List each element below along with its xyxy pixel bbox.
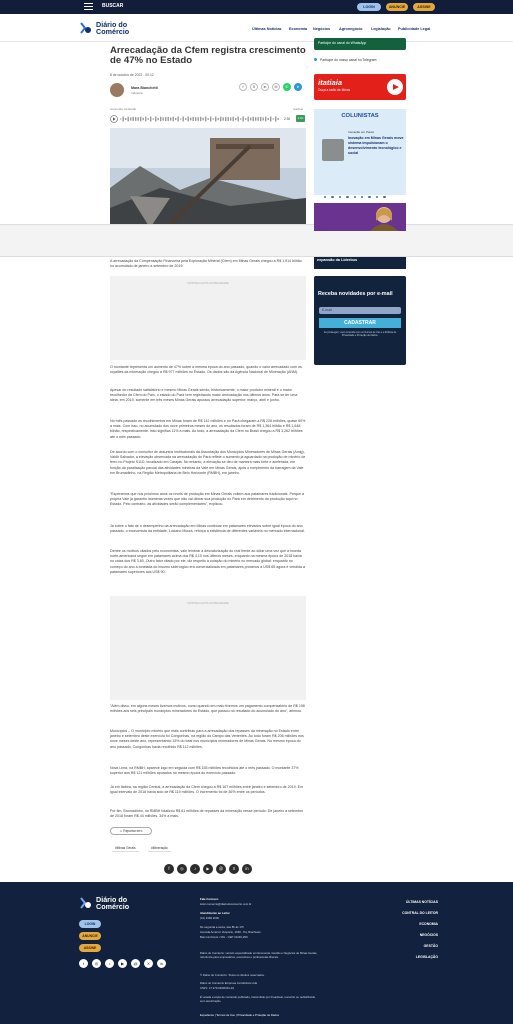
waveform-bar xyxy=(215,117,216,122)
footer-address: Avenida Américo Vespúcio, 1660 - Pq. Riachuelo xyxy=(200,930,261,934)
footer-nav-item[interactable]: GESTÃO xyxy=(423,944,438,948)
facebook-icon[interactable]: f xyxy=(164,864,174,874)
article-title: Arrecadação da Cfem registra crescimento de 47% no Estado xyxy=(110,45,306,67)
footer-login-button[interactable]: LOGIN xyxy=(79,920,101,928)
waveform-bar xyxy=(203,118,204,121)
whatsapp-channel-label: Participe do canal do WhatsApp xyxy=(318,41,367,45)
waveform-bar xyxy=(143,118,144,121)
youtube-icon[interactable]: ▶ xyxy=(118,959,127,968)
nav-item-legislacao[interactable]: Legislação xyxy=(371,27,391,31)
waveform-bar xyxy=(175,118,176,120)
sticky-overlay-bar xyxy=(0,224,513,257)
waveform-bar xyxy=(138,117,139,120)
waveform-bar xyxy=(225,117,226,121)
waveform-bar xyxy=(135,117,136,121)
radio-subtitle: Ouça a rádio de Minas xyxy=(318,88,351,92)
footer-about: Diário do Comércio: veículo especializado em Economia, Gestão e Negócios de Minas Gerais, referência para empresários, executivos e profissionais liberais. xyxy=(200,951,318,959)
waveform-bar xyxy=(263,118,264,121)
waveform-bar xyxy=(243,117,244,122)
radio-brand: itatiaia xyxy=(318,78,343,87)
footer-company: Diário do Comércio Empresa Jornalística Ltda xyxy=(200,981,258,985)
ad-label: CONTINUA APÓS A PUBLICIDADE xyxy=(187,602,229,605)
author-name[interactable]: Mara Bianchetti xyxy=(131,86,158,90)
logo-line-1: Diário do xyxy=(96,895,128,904)
mail-icon[interactable]: ✉ xyxy=(272,83,280,91)
footer-atend-hours: De segunda a sexta, das 8h às 17h xyxy=(200,925,245,929)
waveform-bar xyxy=(233,117,234,122)
waveform-bar xyxy=(270,117,271,122)
waveform-bar xyxy=(223,117,224,120)
waveform-bar xyxy=(240,118,241,119)
waveform-bar xyxy=(255,117,256,121)
footer-nav-item[interactable]: NEGÓCIOS xyxy=(419,933,438,937)
ad-slot xyxy=(110,276,306,360)
newsletter-email-input[interactable]: E-mail xyxy=(319,307,401,314)
nav-item-economia[interactable]: Economia xyxy=(289,27,308,31)
logo-line-1: Diário do xyxy=(96,20,128,29)
play-icon[interactable] xyxy=(387,79,403,95)
ad-slot xyxy=(110,596,306,700)
threads-icon[interactable]: @ xyxy=(216,864,226,874)
waveform-bar xyxy=(145,117,146,122)
waveform-bar xyxy=(148,118,149,120)
audio-time: 2:30 xyxy=(284,117,291,121)
carousel-dots[interactable] xyxy=(324,185,391,203)
footer-copyright: © Diário do Comércio. Todos os direitos reservados. xyxy=(200,973,265,977)
footer-nav-item[interactable]: LEGISLAÇÃO xyxy=(415,955,438,959)
newsletter-submit-button[interactable]: CADASTRAR xyxy=(319,318,401,328)
site-logo[interactable] xyxy=(96,21,129,35)
waveform-bar xyxy=(238,117,239,122)
waveform-bar xyxy=(170,117,171,120)
footer-fale-title: Fale Conosco xyxy=(200,897,219,901)
author-avatar xyxy=(110,83,124,97)
waveform-bar xyxy=(120,119,121,120)
nav-item-negocios[interactable]: Negócios xyxy=(313,27,331,31)
facebook-icon[interactable]: f xyxy=(239,83,247,91)
login-button[interactable]: LOGIN xyxy=(357,3,381,11)
paragraph: No mês passado os recolhimentos em Minas foram de R$ 142 milhões e no Pará chegaram a R$ 226 milhões, quase 60% a mais. Com isso, no acumulado dos nove primeiros meses do ano, os resultados foram de R$ 1,364 bilhão e R$ 1,648 bilhão, respectivamente. Isso significa 11% a mais. Ao todo, a arrecadação da Cfem no Brasil chegou a R$ 3,262 bilhões até o mês passado. xyxy=(110,419,306,439)
waveform-bar xyxy=(180,118,181,119)
x-icon[interactable]: X xyxy=(250,83,258,91)
waveform-bar xyxy=(208,118,209,120)
waveform-bar xyxy=(168,117,169,121)
newsletter-box xyxy=(314,276,406,365)
search-button[interactable]: BUSCAR xyxy=(102,3,124,9)
waveform-bar xyxy=(163,117,164,120)
telegram-channel-link[interactable]: Participe do nosso canal no Telegram xyxy=(320,58,377,62)
logo-icon[interactable] xyxy=(79,897,92,910)
waveform-bar xyxy=(268,118,269,120)
threads-icon[interactable]: @ xyxy=(131,959,140,968)
footer-fale-email[interactable]: leitor.comercio@diariodocomercio.com.br xyxy=(200,902,252,906)
paragraph: Por fim, Brumadinho, na RMBH totalizou R$ 61 milhões de repasses da mineração nesse período. De janeiro a setembro de 2018 foram R$ 44 milhões. 34% a mais. xyxy=(110,809,304,819)
play-icon[interactable] xyxy=(110,115,118,123)
newsletter-terms: Ao prosseguir, você concorda com os Termos de Uso e a Política de Privacidade e Proteção de Dados. xyxy=(323,331,397,338)
columnist-article-link[interactable]: Inovação em Minas Gerais move sistema impulsionam o desenvolvimento tecnológico e social xyxy=(348,136,404,155)
x-icon[interactable]: X xyxy=(144,959,153,968)
facebook-icon[interactable]: f xyxy=(79,959,88,968)
footer-assine-button[interactable]: ASSINE xyxy=(79,944,101,952)
columnists-title: COLUNISTAS xyxy=(341,113,379,119)
waveform-bar xyxy=(228,117,229,121)
instagram-icon[interactable]: ◎ xyxy=(177,864,187,874)
nav-item-agronegocio[interactable]: Agronegócio xyxy=(339,27,363,31)
waveform-bar xyxy=(218,118,219,120)
assine-button[interactable]: ASSINE xyxy=(413,3,435,11)
paragraph: Já em Itabira, na região Central, a arrecadação da Cfem chegou a R$ 167 milhões entre janeiro e setembro de 2019. Em igual intervalo de 2018 havia sido de R$ 119 milhões. O incremento foi de 36% entre os períodos. xyxy=(110,785,303,795)
waveform-bar xyxy=(178,117,179,122)
waveform-bar xyxy=(260,117,261,121)
linkedin-icon[interactable]: in xyxy=(157,959,166,968)
waveform-bar xyxy=(220,117,221,122)
waveform-bar xyxy=(230,117,231,120)
waveform-bar xyxy=(273,118,274,119)
columnists-widget xyxy=(314,109,406,195)
columnist-kicker: Inovação em Pauta xyxy=(348,130,374,134)
newsletter-title: Receba novidades por e-mail xyxy=(318,291,393,297)
paragraph: Apesar do resultado satisfatório e mesmo Minas Gerais sendo, historicamente, o maior produtor mineral e o maior recolhedor da Cfem do País, o estado do Pará vem registrando maior arrecadação nos últimos anos. Para se ter uma ideia, em 2019, somente em três meses Minas Gerais apuraou arrecadação superior: março, abril e junho. xyxy=(110,388,298,403)
anuncie-button[interactable]: ANUNCIE xyxy=(386,3,408,11)
article-photo xyxy=(110,128,306,232)
footer-nav-item[interactable]: ÚLTIMAS NOTÍCIAS xyxy=(406,900,438,904)
footer-atend-title: Atendimento ao Leitor xyxy=(200,911,230,915)
waveform-bar xyxy=(173,117,174,122)
waveform-bar xyxy=(195,117,196,121)
youtube-icon[interactable]: ▶ xyxy=(203,864,213,874)
paragraph: Municípios – O município minério que mais contribuiu para a arrecadação dos repasses da mineração no Estado entre janeiro e setembro deste exercício foi Congonhas, na região do Campo das Vertentes. Ao todo foram R$ 206 milhões nos nove meses deste ano, representando 15% do total nos municípios mineradores de Minas Gerais. No mesmo época do ano passado, Congonhas havia recolhido R$ 112 milhões. xyxy=(110,729,304,749)
tag-link[interactable]: #Minas Gerais xyxy=(112,844,139,852)
paragraph: Dentre os motivos citados pelo economista, vale lembrar a desvalorização do real frente ao dólar uma vez que a moeda norte-americana segue em patamares acima dos R$ 4,10 nos últimos meses, enquanto na mesma época de 2018 havia no caixa dos R$ 3,80. Outro fator citado por ele, diz respeito a cotação do minério no mercado global: enquanto no começo do ano a tonelada do insumo siderúrgico era comercializada em patamares próximos a US$ 65 agora é vendida a patamares superiores aos US$ 90. xyxy=(110,549,305,574)
waveform-bar xyxy=(125,118,126,120)
audio-waveform[interactable] xyxy=(120,116,280,122)
waveform-bar xyxy=(183,117,184,122)
waveform-bar xyxy=(190,118,191,121)
top-bar xyxy=(0,0,513,14)
sidebar-ad-image xyxy=(314,203,406,231)
report-error-button[interactable]: ⚠ Reportar erro xyxy=(110,827,152,835)
footer-nav-item[interactable]: ECONOMIA xyxy=(419,922,438,926)
sidebar-ad-banner[interactable] xyxy=(314,203,406,231)
waveform-bar xyxy=(158,118,159,120)
waveform-bar xyxy=(250,118,251,121)
telegram-icon xyxy=(314,58,317,61)
paragraph: De acordo com o consultor de assuntos institucionais da Associação dos Municípios Mineradores de Minas Gerais (Amig), Valdir Salvador, a elevação observada na arrecadação do Pará reflete o aumento já aguardado na produção de minério de ferro no Projeto S11D, localizado em Carajás. No entanto, a elevação se deu de maneira mais forte e acelerada, em função da paralisação parcial das atividades mineiras da Vale em Minas Gerais, após o rompimento da barragem da Vale em Brumadinho, na Região Metropolitana de Belo Horizonte (RMBH), em janeiro. xyxy=(110,450,306,475)
audio-speed-button[interactable]: 1.0x xyxy=(297,116,304,120)
footer-logo[interactable] xyxy=(96,896,129,910)
footer-address-2: Belo Horizonte / MG - CEP 31230-250 xyxy=(200,935,248,939)
article-date: 8 de outubro de 2022 - 00:12 xyxy=(110,73,154,77)
footer-legal: É vetada a cópia de conteúdo publicado, transmitido por broadcast, reescrito ou redistribuído sem autorização. xyxy=(200,995,316,1003)
paragraph: A arrecadação da Compensação Financeira pela Exploração Mineral (Cfem) em Minas Gerais chegou a R$ 1,914 bilhão no acumulado de janeiro a setembro de 2019. xyxy=(110,259,302,269)
whatsapp-icon[interactable]: ✆ xyxy=(283,83,291,91)
waveform-bar xyxy=(248,117,249,122)
waveform-bar xyxy=(278,118,279,120)
waveform-bar xyxy=(165,117,166,121)
itatiaia-radio-banner[interactable] xyxy=(314,74,406,100)
paragraph: "Além disso, em alguns meses tivemos motivos, como quando em maio tivemos um pagamento compensatório de R$ 156 milhões aos seis principais municípios mineradores do Estado, que passou no resultado do acumulado do ano", afirmou. xyxy=(110,704,305,714)
whatsapp-channel-banner[interactable] xyxy=(314,38,406,50)
footer-atend-tel: (31) 3469 2000 xyxy=(200,916,219,920)
footer-nav-item[interactable]: CONTRAL DO LEITOR xyxy=(402,911,438,915)
footer-anuncie-button[interactable]: ANUNCIE xyxy=(79,932,101,940)
paragraph: Já sobre o fato de o desempenho da arrecadação em Minas continuar em patamares elevados sobre igual época do ano passado, o economista da entidade, Luciano Moura, reforça a existência de diferentes variáveis no mercado internacional. xyxy=(110,524,305,534)
sidebar-news-title: expansão da Liderbus xyxy=(317,258,358,262)
audio-label: ouça este conteúdo xyxy=(110,107,137,111)
ad-label: CONTINUA APÓS A PUBLICIDADE xyxy=(187,282,229,285)
footer-cnpj: CNPJ: 17.279.034/0001-04 xyxy=(200,986,234,990)
waveform-bar xyxy=(193,117,194,121)
audio-brand: readme xyxy=(293,107,304,111)
waveform-bar xyxy=(155,117,156,122)
tiktok-icon[interactable]: ♪ xyxy=(190,864,200,874)
menu-icon[interactable] xyxy=(84,3,93,10)
waveform-bar xyxy=(128,117,129,122)
telegram-icon[interactable]: ➤ xyxy=(294,83,302,91)
x-icon[interactable]: X xyxy=(229,864,239,874)
nav-item-publicidade[interactable]: Publicidade Legal xyxy=(398,27,431,31)
site-footer xyxy=(0,882,513,1024)
linkedin-icon[interactable]: in xyxy=(242,864,252,874)
waveform-bar xyxy=(123,117,124,122)
waveform-bar xyxy=(153,118,154,119)
instagram-icon[interactable]: ◎ xyxy=(92,959,101,968)
report-error-label: Reportar erro xyxy=(123,829,143,833)
footer-links[interactable]: Expediente | Termos de Uso | Privacidade e Proteção de Dados xyxy=(200,1013,279,1017)
waveform-bar xyxy=(210,117,211,122)
waveform-bar xyxy=(185,118,186,120)
waveform-bar xyxy=(258,117,259,121)
nav-item-ultimas[interactable]: Últimas Notícias xyxy=(252,27,282,31)
paragraph: O montante representa um aumento de 47% sobre a mesma época do ano passado, quando o valor arrecadado com os royalties da mineração chegou a R$ 977 milhões no Estado. Os dados são da Agência Nacional de Mineração (ANM). xyxy=(110,365,302,375)
waveform-bar xyxy=(133,117,134,121)
waveform-bar xyxy=(130,118,131,121)
waveform-bar xyxy=(205,117,206,122)
tag-link[interactable]: #Mineração xyxy=(148,844,171,852)
paragraph: "Esperamos que nos próximos anos os níveis de produção em Minas Gerais voltem aos patamares tradicionais. Porque a própria Vale já garantiu inúmeras vezes que não vai deixar sua produção no Pará em detrimento da produção aqui no Estado. Pelo contrário, as atividades serão complementares", explicou. xyxy=(110,492,305,507)
waveform-bar xyxy=(200,117,201,121)
waveform-bar xyxy=(213,118,214,119)
waveform-bar xyxy=(160,117,161,122)
author-role: Indústria xyxy=(131,91,143,95)
columnist-photo[interactable] xyxy=(322,139,344,161)
waveform-bar xyxy=(265,117,266,122)
waveform-bar xyxy=(150,117,151,122)
waveform-bar xyxy=(198,117,199,121)
logo-line-2: Comércio xyxy=(96,27,130,37)
waveform-bar xyxy=(275,117,276,122)
waveform-bar xyxy=(188,117,189,122)
sidebar-news-strip[interactable] xyxy=(314,257,406,269)
paragraph: Nova Lima, na RMBH, aparece logo em seguida com R$ 155 milhões recolhidos até o mês passado. O montante 37% superior aos R$ 121 milhões apurados no mesmo época do exercício passado. xyxy=(110,766,299,776)
waveform-bar xyxy=(245,118,246,120)
logo-icon[interactable] xyxy=(79,22,92,35)
linkedin-icon[interactable]: in xyxy=(261,83,269,91)
waveform-bar xyxy=(235,118,236,120)
tiktok-icon[interactable]: ♪ xyxy=(105,959,114,968)
logo-line-2: Comércio xyxy=(96,902,130,912)
waveform-bar xyxy=(140,117,141,121)
waveform-bar xyxy=(253,117,254,121)
